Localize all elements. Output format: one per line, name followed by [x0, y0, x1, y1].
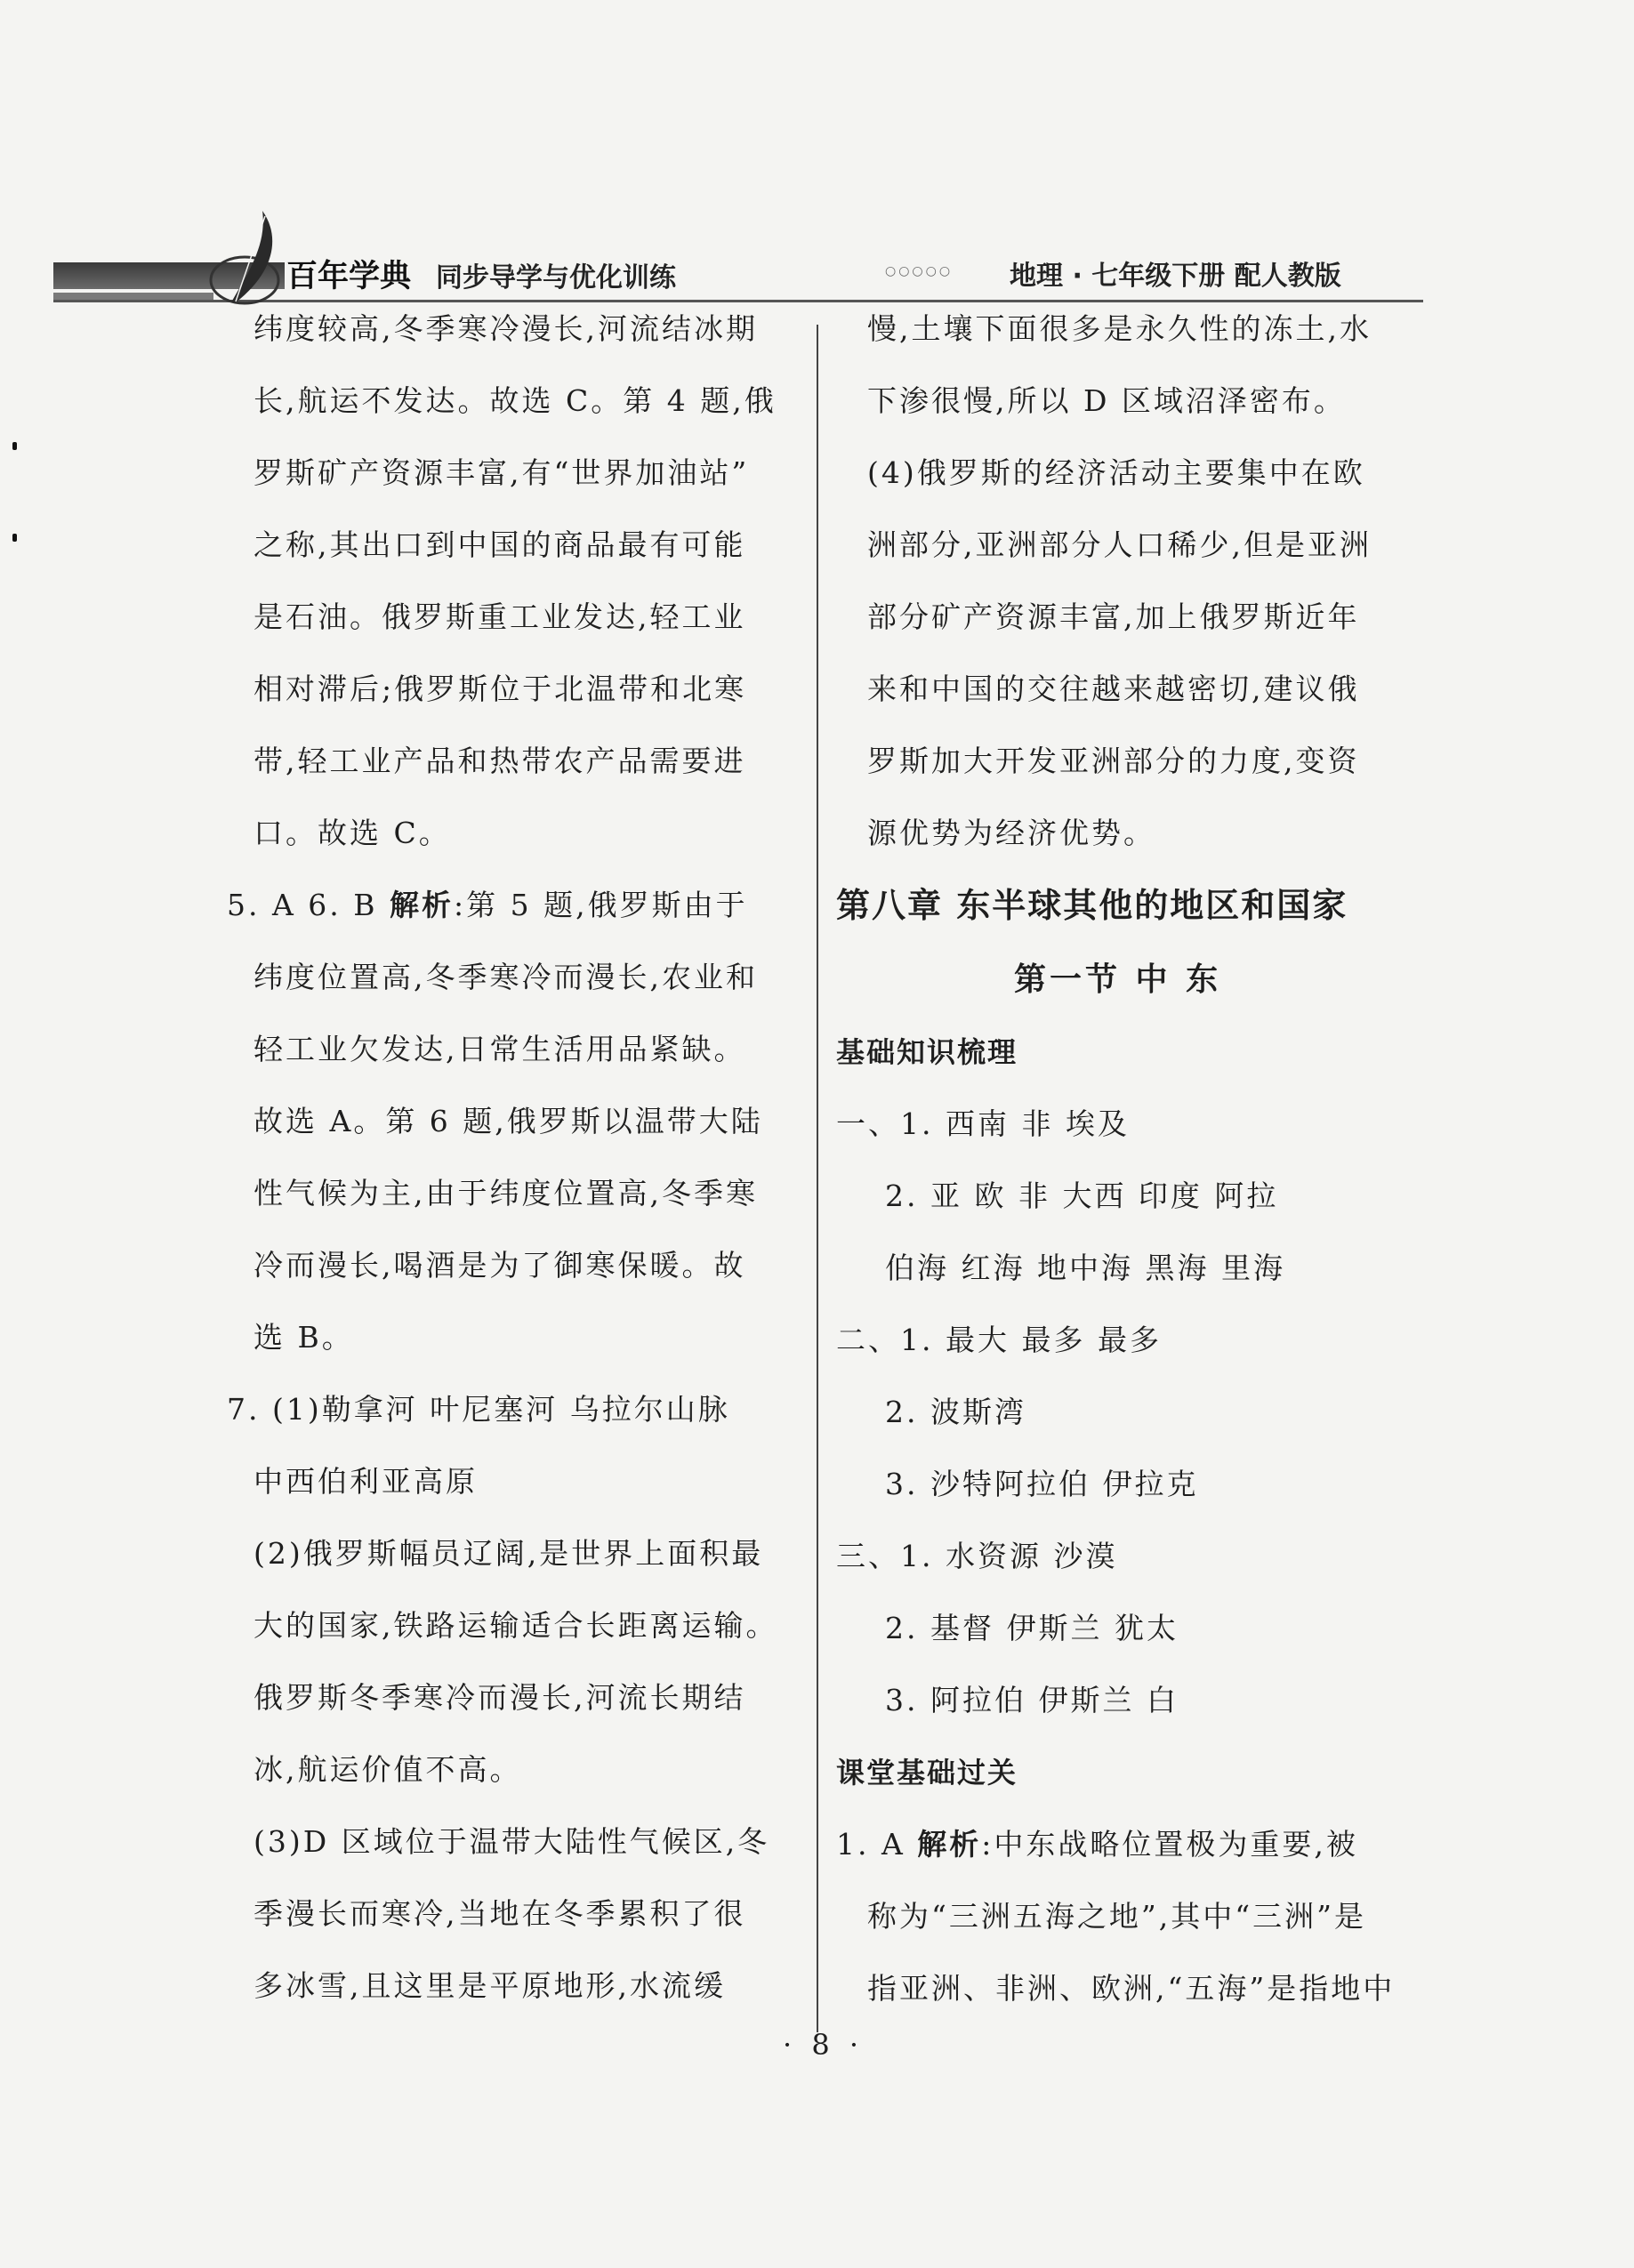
text-line: (2)俄罗斯幅员辽阔,是世界上面积最	[254, 1536, 764, 1571]
header-brand: 百年学典	[286, 259, 412, 294]
header-subject: 地理 · 七年级下册 配人教版	[1010, 261, 1341, 292]
classroom-heading: 课堂基础过关	[836, 1756, 1018, 1789]
text-line: 选 B。	[254, 1320, 354, 1355]
text-line: 冰,航运价值不高。	[254, 1752, 522, 1787]
page-header	[53, 209, 1423, 307]
text-line: 是石油。俄罗斯重工业发达,轻工业	[254, 599, 746, 634]
text-line: 相对滞后;俄罗斯位于北温带和北寒	[254, 672, 747, 706]
text-line: 纬度位置高,冬季寒冷而漫长,农业和	[254, 960, 758, 994]
text-line: 纬度较高,冬季寒冷漫长,河流结冰期	[254, 311, 758, 346]
scan-speck	[12, 442, 17, 450]
list-item: 2. 波斯湾	[885, 1395, 1026, 1429]
list-item: 3. 阿拉伯 伊斯兰 白	[885, 1683, 1179, 1717]
section-title: 第一节 中 东	[1014, 961, 1222, 998]
text-line: 轻工业欠发达,日常生活用品紧缺。	[254, 1032, 746, 1066]
list-item: 二、1. 最大 最多 最多	[836, 1323, 1162, 1357]
answer-line-7: 7. (1)勒拿河 叶尼塞河 乌拉尔山脉	[227, 1392, 730, 1427]
text-line: (4)俄罗斯的经济活动主要集中在欧	[867, 455, 1365, 490]
text-line: 源优势为经济优势。	[867, 816, 1155, 850]
text-line: 口。故选 C。	[254, 816, 451, 850]
text-line: 俄罗斯冬季寒冷而漫长,河流长期结	[254, 1680, 746, 1715]
header-decor-bar-thin	[53, 293, 213, 300]
text-line: 来和中国的交往越来越密切,建议俄	[867, 672, 1360, 706]
scan-speck	[12, 534, 17, 542]
text-line: 之称,其出口到中国的商品最有可能	[254, 527, 746, 562]
header-dots: ○○○○○	[885, 264, 954, 278]
text-line: 长,航运不发达。故选 C。第 4 题,俄	[254, 383, 777, 418]
answer-lead: 1. A	[836, 1827, 918, 1862]
text-line: 多冰雪,且这里是平原地形,水流缓	[254, 1968, 726, 2003]
text-line: 洲部分,亚洲部分人口稀少,但是亚洲	[867, 527, 1372, 562]
text-line: (3)D 区域位于温带大陆性气候区,冬	[254, 1824, 770, 1859]
list-item: 一、1. 西南 非 埃及	[836, 1106, 1130, 1141]
analysis-label: 解析	[917, 1827, 982, 1862]
text-line: 大的国家,铁路运输适合长距离运输。	[254, 1608, 778, 1643]
basic-knowledge-heading: 基础知识梳理	[836, 1035, 1018, 1069]
chapter-title: 第八章 东半球其他的地区和国家	[836, 886, 1348, 925]
analysis-label: 解析	[390, 888, 455, 922]
list-item: 2. 基督 伊斯兰 犹太	[885, 1611, 1179, 1645]
page-number: · 8 ·	[783, 2028, 865, 2062]
text-line: 慢,土壤下面很多是永久性的冻土,水	[867, 311, 1372, 346]
answer-lead: 5. A 6. B	[227, 888, 390, 922]
text-line: 带,轻工业产品和热带农产品需要进	[254, 744, 746, 778]
answer-text: :中东战略位置极为重要,被	[981, 1827, 1358, 1862]
header-series: 同步导学与优化训练	[436, 262, 676, 294]
answer-text: :第 5 题,俄罗斯由于	[454, 888, 748, 922]
text-line: 罗斯矿产资源丰富,有“世界加油站”	[254, 455, 750, 490]
text-line: 故选 A。第 6 题,俄罗斯以温带大陆	[254, 1104, 763, 1138]
text-line: 冷而漫长,喝酒是为了御寒保暖。故	[254, 1248, 746, 1283]
list-item: 伯海 红海 地中海 黑海 里海	[885, 1251, 1285, 1285]
text-line: 性气候为主,由于纬度位置高,冬季寒	[254, 1176, 758, 1210]
text-line: 称为“三洲五海之地”,其中“三洲”是	[867, 1899, 1366, 1934]
text-line: 下渗很慢,所以 D 区域沼泽密布。	[867, 383, 1346, 418]
column-divider	[817, 325, 818, 2032]
answer-line-5-6	[227, 883, 748, 928]
text-line: 指亚洲、非洲、欧洲,“五海”是指地中	[867, 1971, 1396, 2006]
text-line: 季漫长而寒冷,当地在冬季累积了很	[254, 1896, 746, 1931]
answer-line-1	[836, 1822, 1358, 1867]
text-line: 中西伯利亚高原	[254, 1464, 478, 1499]
list-item: 2. 亚 欧 非 大西 印度 阿拉	[885, 1178, 1279, 1213]
list-item: 3. 沙特阿拉伯 伊拉克	[885, 1467, 1199, 1501]
text-line: 部分矿产资源丰富,加上俄罗斯近年	[867, 599, 1360, 634]
text-line: 罗斯加大开发亚洲部分的力度,变资	[867, 744, 1360, 778]
list-item: 三、1. 水资源 沙漠	[836, 1539, 1118, 1573]
